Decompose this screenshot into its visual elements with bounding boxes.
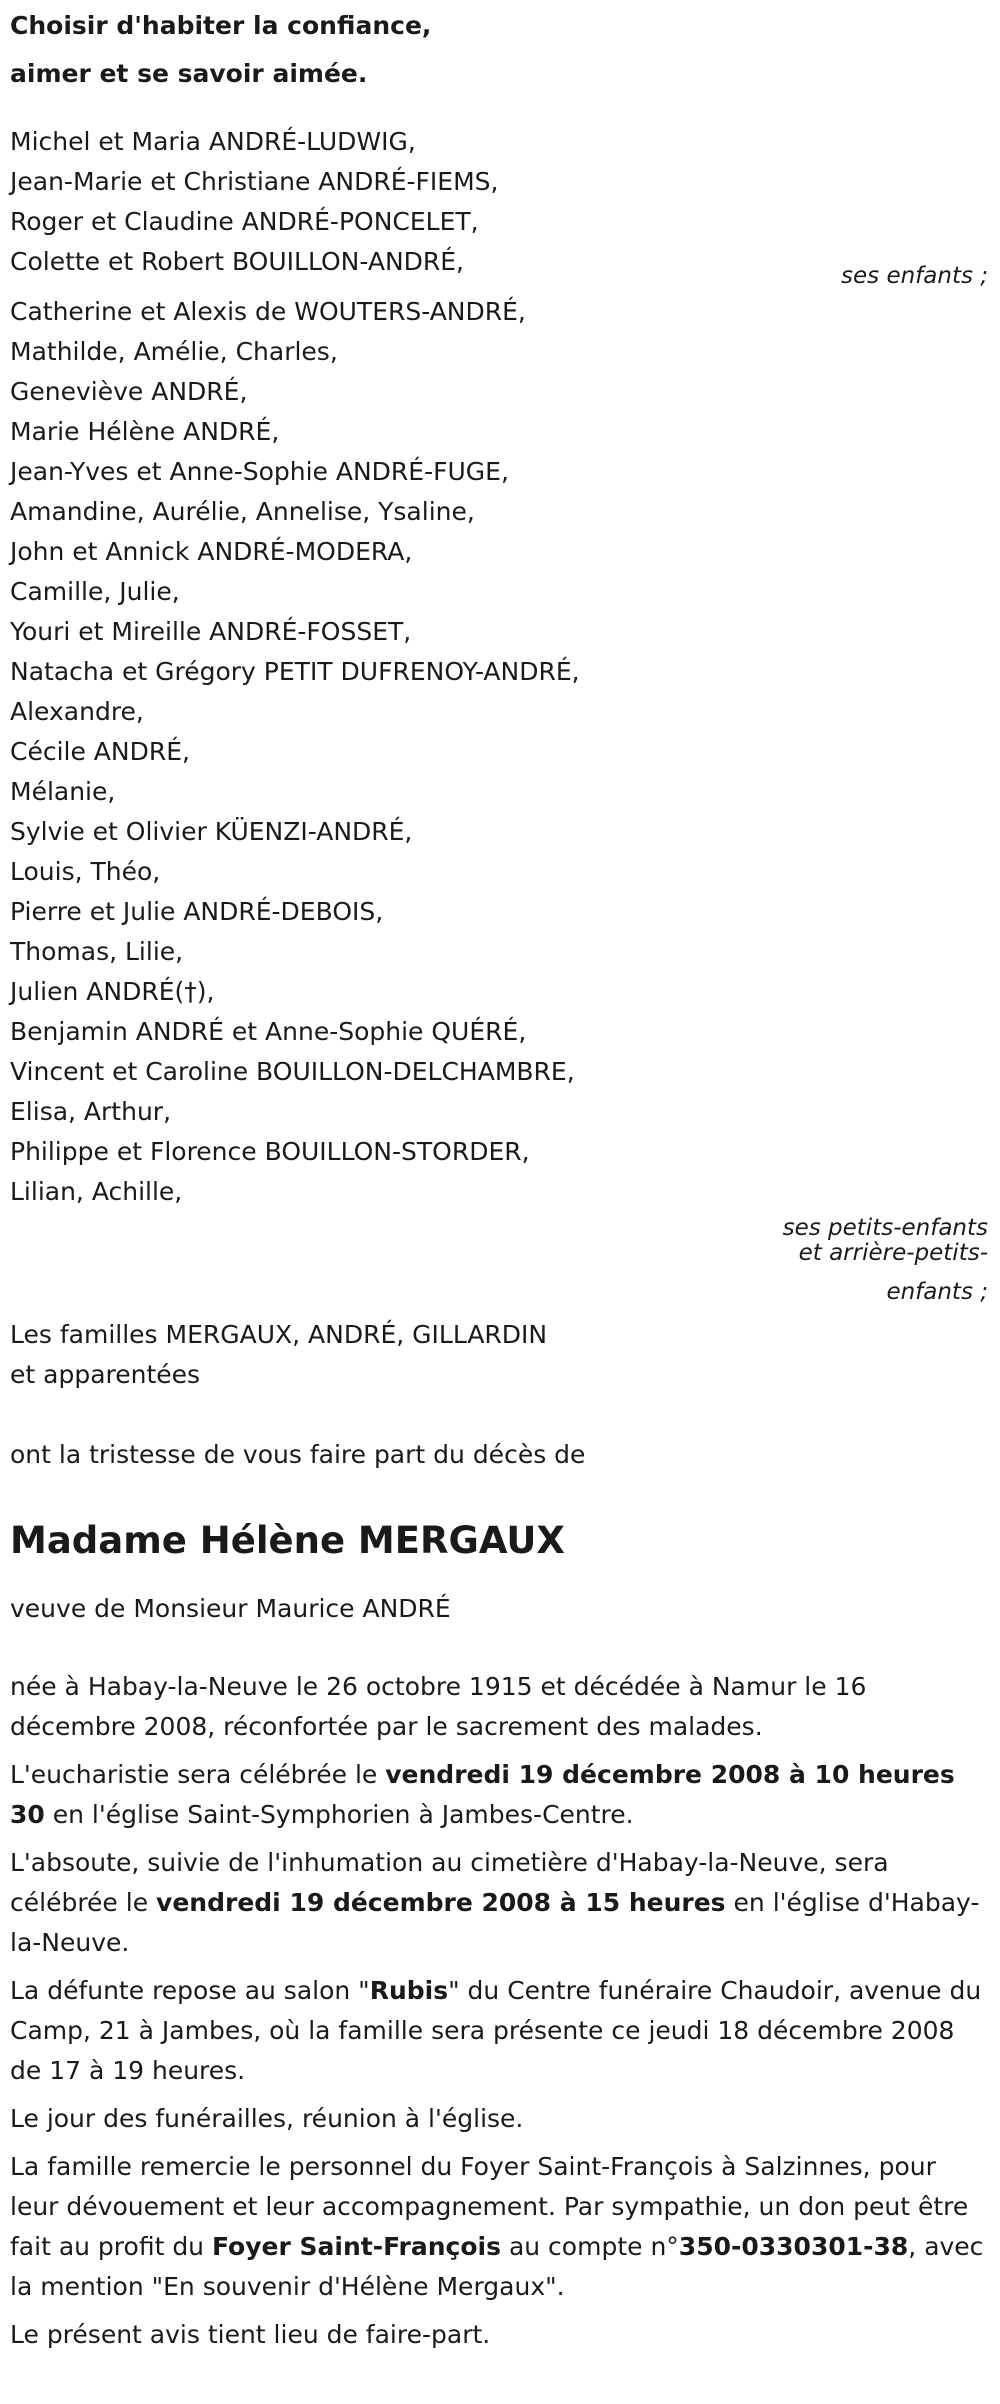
grandchild-name: Louis, Théo, [10,857,161,886]
grandchild-name: Jean-Yves et Anne-Sophie ANDRÉ-FUGE, [10,457,509,486]
child-name: Roger et Claudine ANDRÉ-PONCELET, [10,207,479,236]
grandchild-name: Catherine et Alexis de WOUTERS-ANDRÉ, [10,297,526,326]
grandchild-name: Julien ANDRÉ(†), [10,977,215,1006]
birth-death-paragraph: née à Habay-la-Neuve le 26 octobre 1915 et décédée à Namur le 16 décembre 2008, réconfortée par le sacrement des malades. [10,1672,867,1741]
closing-paragraph: Le présent avis tient lieu de faire-part. [10,2320,491,2349]
thanks-account-number: 350-0330301-38 [678,2232,909,2261]
eucharist-location: en l'église Saint-Symphorien à Jambes-Centre. [44,1800,634,1829]
child-name: Colette et Robert BOUILLON-ANDRÉ, [10,247,465,276]
intro-verse [10,2,990,98]
grandchild-name: Philippe et Florence BOUILLON-STORDER, [10,1137,530,1166]
thanks-paragraph [10,2147,985,2307]
announcement [10,1435,990,1475]
notice-body [10,1667,985,2355]
grandchild-name: Benjamin ANDRÉ et Anne-Sophie QUÉRÉ, [10,1017,527,1046]
absoute-location: en l'église d'Habay-la-Neuve. [10,1888,980,1957]
grandchildren-role-line-1: ses petits-enfants [782,1215,988,1241]
grandchild-name: John et Annick ANDRÉ-MODERA, [10,537,413,566]
families-line-2: et apparentées [10,1360,201,1389]
salon-text: La défunte repose au salon " [10,1976,370,2005]
grandchild-name: Geneviève ANDRÉ, [10,377,248,406]
thanks-foyer: Foyer Saint-François [211,2232,501,2261]
thanks-text: La famille remercie le personnel du Foyer Saint-François à Salzinnes, pour leur dévouement et leur accompagnement. Par sympathie, un don peut être fait au profit du [10,2152,969,2261]
thanks-mention: , avec la mention "En souvenir d'Hélène Mergaux". [10,2232,984,2301]
children-list [10,122,990,289]
grandchild-name: Pierre et Julie ANDRÉ-DEBOIS, [10,897,384,926]
deceased-name: Madame Hélène MERGAUX [10,1519,565,1562]
grandchild-name: Sylvie et Olivier KÜENZI-ANDRÉ, [10,817,413,846]
absoute-text: L'absoute, suivie de l'inhumation au cimetière d'Habay-la-Neuve, sera célébrée le [10,1848,889,1917]
absoute-date: vendredi 19 décembre 2008 à 15 heures [156,1888,726,1917]
thanks-account-label: au compte n° [501,2232,679,2261]
eucharist-text: L'eucharistie sera célébrée le [10,1760,386,1789]
eucharist-paragraph [10,1755,985,1835]
grandchild-name: Natacha et Grégory PETIT DUFRENOY-ANDRÉ, [10,657,580,686]
salon-paragraph [10,1971,985,2091]
intro-line-1: Choisir d'habiter la confiance, [10,11,432,40]
grandchild-name: Mathilde, Amélie, Charles, [10,337,338,366]
eucharist-date: vendredi 19 décembre 2008 à 10 heures 30 [10,1760,955,1829]
child-name: Jean-Marie et Christiane ANDRÉ-FIEMS, [10,167,499,196]
grandchild-name: Thomas, Lilie, [10,937,184,966]
absoute-paragraph [10,1843,985,1963]
grandchildren-role-line-2: et arrière-petits- [798,1240,988,1266]
obituary-notice [10,0,990,2363]
grandchild-name: Lilian, Achille, [10,1177,183,1206]
grandchild-name: Mélanie, [10,777,116,806]
children-role: ses enfants ; [841,263,988,289]
reunion-paragraph: Le jour des funérailles, réunion à l'église. [10,2104,524,2133]
widow-of [10,1589,990,1629]
grandchild-name: Camille, Julie, [10,577,180,606]
grandchild-name: Elisa, Arthur, [10,1097,172,1126]
salon-details: " du Centre funéraire Chaudoir, avenue du Camp, 21 à Jambes, où la famille sera présente ce jeudi 18 décembre 2008 de 17 à 19 heures. [10,1976,982,2085]
grandchild-name: Alexandre, [10,697,144,726]
grandchild-name: Vincent et Caroline BOUILLON-DELCHAMBRE, [10,1057,575,1086]
announcement-text: ont la tristesse de vous faire part du décès de [10,1440,586,1469]
families-line-1: Les familles MERGAUX, ANDRÉ, GILLARDIN [10,1320,548,1349]
grandchild-name: Cécile ANDRÉ, [10,737,190,766]
grandchild-name: Marie Hélène ANDRÉ, [10,417,280,446]
child-name: Michel et Maria ANDRÉ-LUDWIG, [10,127,416,156]
grandchild-name: Amandine, Aurélie, Annelise, Ysaline, [10,497,475,526]
grandchild-name: Youri et Mireille ANDRÉ-FOSSET, [10,617,412,646]
families [10,1315,990,1395]
intro-line-2: aimer et se savoir aimée. [10,59,368,88]
grandchildren-list [10,292,990,1305]
widow-of-text: veuve de Monsieur Maurice ANDRÉ [10,1594,451,1623]
grandchildren-role-line-3: enfants ; [886,1279,988,1305]
salon-name: Rubis [369,1976,449,2005]
